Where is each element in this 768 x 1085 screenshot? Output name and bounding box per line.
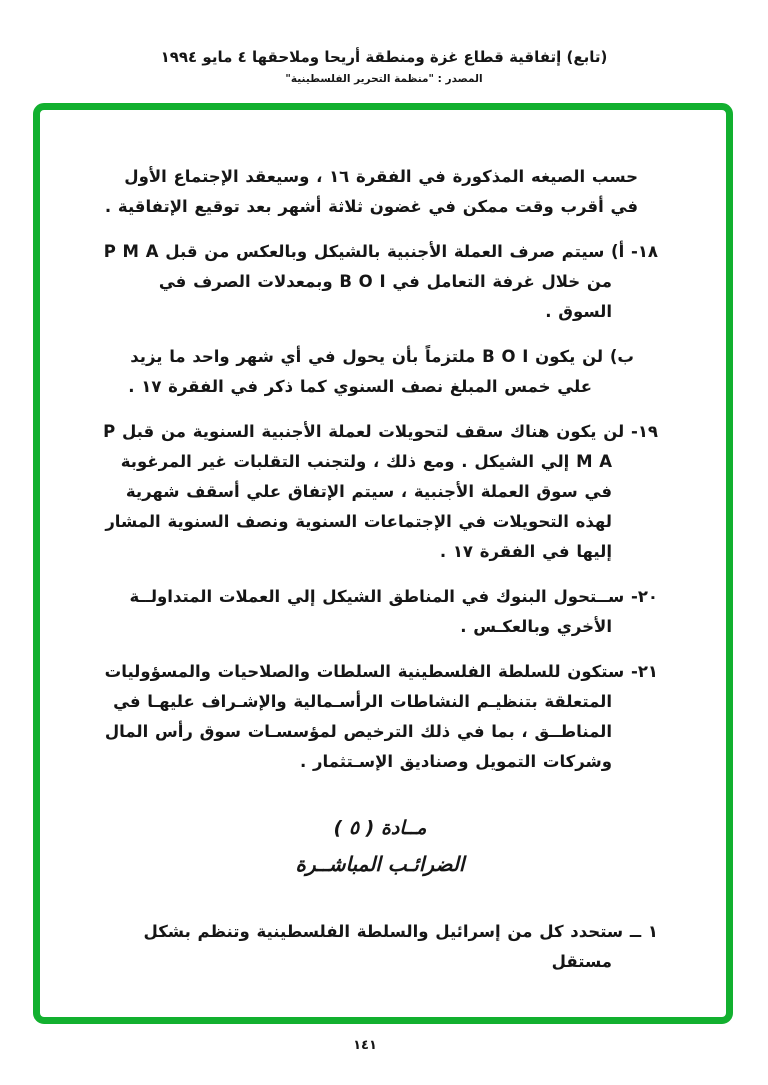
document-paragraph-continuation: حسب الصيغه المذكورة في الفقرة ١٦ ، وسيعقد الإجتماع الأول في أقرب وقت ممكن في غضون ثلاثة أشهر بعد توقيع الإتفاقية . <box>104 167 638 216</box>
document-paragraph-item-1: ١ ــ ستحدد كل من إسرائيل والسلطة الفلسطينية وتنظم بشكل مستقل <box>143 922 658 971</box>
article-heading-number: مــادة ( ٥ ) <box>333 817 427 839</box>
document-paragraph-item-18a: ١٨- أ) سيتم صرف العملة الأجنبية بالشيكل وبالعكس من قبل P M A من خلال غرفة التعامل في B O I وبمعدلات الصرف في السوق . <box>103 242 658 321</box>
page-number: ١٤١ <box>353 1038 377 1053</box>
document-body <box>102 162 658 977</box>
document-frame-border <box>33 103 733 1024</box>
document-paragraph-item-19: ١٩- لن يكون هناك سقف لتحويلات لعملة الأجنبية السنوية من قبل P M A إلي الشيكل . ومع ذلك ، ولتجنب التقلبات غير المرغوبة في سوق العملة الأجنبية ، سيتم الإتفاق علي أسقف شهرية لهذه التحويلات في الإجتماعات السنوية ونصف السنوية المشار إليها في الفقرة ١٧ . <box>103 422 658 561</box>
page-header <box>0 46 768 86</box>
document-source: المصدر : "منظمة التحرير الفلسطينية" <box>285 73 483 85</box>
document-paragraph-item-20: ٢٠- ســتحول البنوك في المناطق الشيكل إلي العملات المتداولــة الأخري وبالعكـس . <box>129 587 658 636</box>
article-heading-title: الضرائـب المباشــرة <box>295 852 465 876</box>
document-paragraph-item-21: ٢١- ستكون للسلطة الفلسطينية السلطات والصلاحيات والمسؤوليات المتعلقة بتنظيـم النشاطات الرأسـمالية والإشـراف عليهـا في المناطــق ، بما في ذلك الترخيص لمؤسسـات سوق رأس المال وشركات التمويل وصناديق الإسـتثمار . <box>104 662 658 771</box>
article-heading <box>102 811 658 883</box>
document-paragraph-item-18b: ب) لن يكون B O I ملتزماً بأن يحول في أي شهر واحد ما يزيد علي خمس المبلغ نصف السنوي كما ذكر في الفقرة ١٧ . <box>128 347 634 396</box>
document-title: (تابع) إتفاقية قطاع غزة ومنطقة أريحا وملاحقها ٤ مايو ١٩٩٤ <box>160 48 608 66</box>
